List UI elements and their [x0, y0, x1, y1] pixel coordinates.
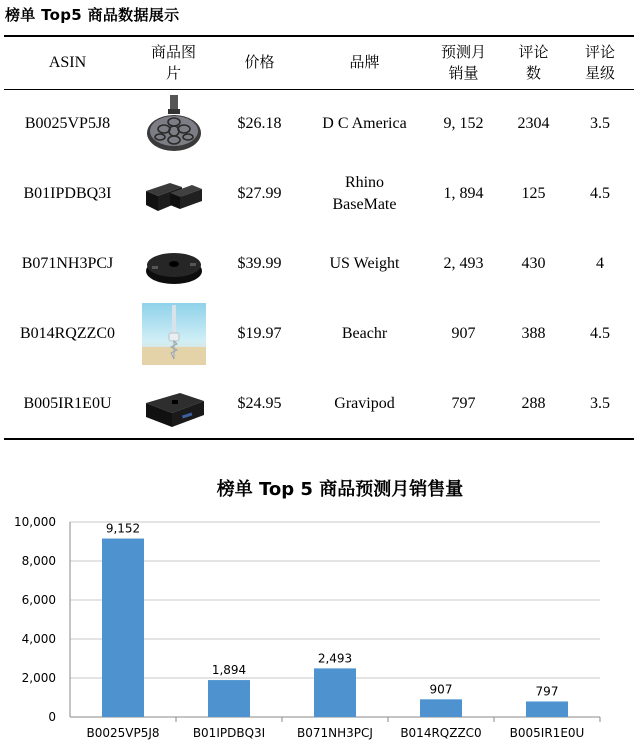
cell-asin: B014RQZZC0: [19, 325, 116, 342]
cell-asin: B0025VP5J8: [24, 115, 111, 133]
cell-image: [131, 159, 216, 229]
bar: [102, 539, 144, 717]
cell-price: $39.99: [237, 255, 282, 272]
chart-title: 榜单 Top 5 商品预测月销售量: [216, 479, 464, 500]
y-tick-label: 6,000: [21, 593, 56, 607]
header-rating: [566, 36, 634, 89]
data-label: 2,493: [317, 651, 353, 666]
header-sales-label: 预测月销量: [440, 42, 486, 82]
square-black-base-icon: [142, 373, 206, 435]
header-image-label: 商品图片: [150, 42, 196, 82]
y-tick-label: 8,000: [21, 554, 56, 568]
cell-reviews: 430: [521, 255, 546, 272]
header-rating-label: 评论星级: [584, 42, 615, 82]
table-row: [4, 369, 634, 439]
cell-rating: 4.5: [590, 325, 610, 342]
header-reviews: [501, 36, 566, 89]
table-row: [4, 299, 634, 369]
cell-sales: 9, 152: [443, 115, 484, 133]
cell-brand: [303, 159, 426, 229]
data-label: 907: [429, 682, 453, 697]
black-weight-bags-icon: [142, 163, 206, 225]
document-title: 榜单 Top5 商品数据展示: [5, 6, 180, 24]
bar: [420, 699, 462, 717]
beach-umbrella-anchor-icon: [142, 303, 206, 365]
cell-image: [131, 369, 216, 439]
bar: [526, 701, 568, 717]
cell-image: [131, 229, 216, 299]
x-tick-label: B01IPDBQ3I: [192, 726, 266, 740]
x-tick-label: B014RQZZC0: [400, 726, 482, 740]
cell-reviews: 388: [521, 325, 546, 342]
chart-labels: [14, 515, 584, 740]
x-tick-label: B071NH3PCJ: [297, 726, 373, 740]
cell-sales: 907: [451, 325, 476, 342]
table-row: [4, 89, 634, 159]
cell-brand: Beachr: [341, 325, 388, 342]
cell-rating: 4: [596, 255, 604, 272]
header-sales: [426, 36, 501, 89]
header-brand: 品牌: [303, 36, 426, 89]
cell-sales: 2, 493: [443, 255, 484, 272]
bar: [314, 668, 356, 717]
cell-rating: 3.5: [590, 115, 610, 133]
cell-brand: US Weight: [329, 255, 400, 272]
cell-reviews: 125: [521, 185, 546, 202]
cell-brand: D C America: [322, 115, 407, 133]
round-black-base-icon: [142, 233, 206, 295]
header-image: [131, 36, 216, 89]
y-tick-label: 10,000: [14, 515, 56, 529]
cell-sales: 797: [426, 369, 501, 439]
sales-bar-chart: [0, 468, 640, 753]
table-row: [4, 229, 634, 299]
header-reviews-label: 评论数: [518, 42, 549, 82]
cell-reviews: 288: [501, 369, 566, 439]
cell-asin: B01IPDBQ3I: [23, 185, 112, 202]
y-tick-label: 2,000: [21, 671, 56, 685]
cell-sales: 1, 894: [443, 185, 484, 202]
table-header-row: [4, 36, 634, 89]
data-label: 1,894: [211, 663, 247, 678]
cell-price: $26.18: [237, 115, 282, 133]
data-label: 9,152: [105, 521, 141, 536]
cell-asin: B071NH3PCJ: [21, 255, 114, 272]
y-tick-label: 0: [48, 710, 56, 724]
header-price: 价格: [216, 36, 303, 89]
cell-brand: Gravipod: [303, 369, 426, 439]
chart-bars: [102, 539, 568, 717]
y-tick-label: 4,000: [21, 632, 56, 646]
cell-reviews: 2304: [517, 115, 550, 133]
cell-price: $24.95: [216, 369, 303, 439]
cell-rating: 4.5: [590, 185, 610, 202]
bar: [208, 680, 250, 717]
cell-price: $27.99: [237, 185, 282, 202]
patio-umbrella-base-ornate-icon: [142, 93, 206, 155]
x-tick-label: B0025VP5J8: [86, 726, 160, 740]
cell-image: [131, 299, 216, 369]
cell-price: $19.97: [237, 325, 282, 342]
brand-label: Rhino BaseMate: [332, 174, 397, 213]
cell-rating: 3.5: [566, 369, 634, 439]
x-tick-label: B005IR1E0U: [509, 726, 585, 740]
cell-asin: B005IR1E0U: [4, 369, 131, 439]
table-row: [4, 159, 634, 229]
cell-image: [131, 89, 216, 159]
data-label: 797: [535, 684, 559, 699]
header-asin: ASIN: [4, 36, 131, 89]
top5-products-table: [4, 35, 634, 440]
